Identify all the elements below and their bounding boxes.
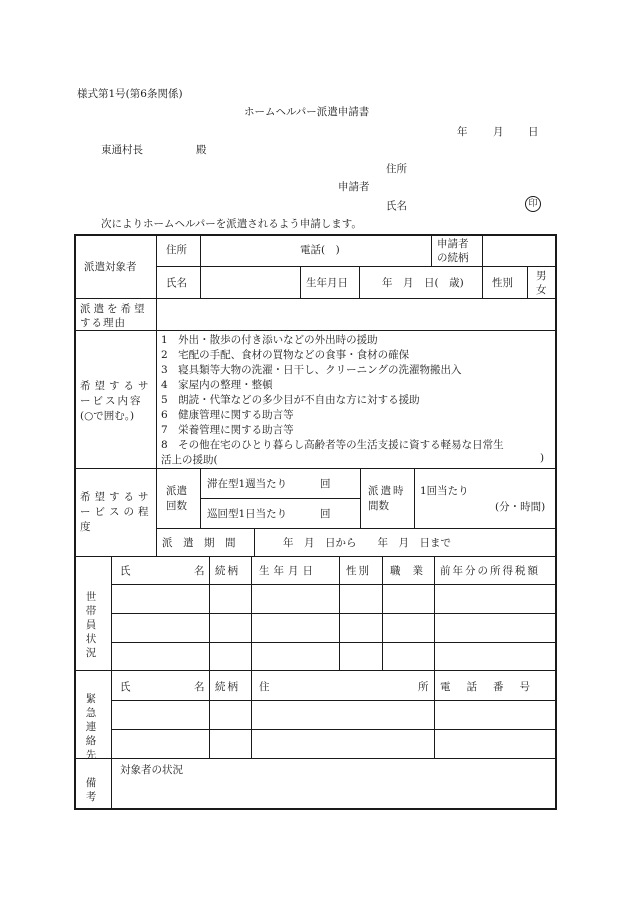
service-item: 2 宅配の手配、食材の買物などの食事・食材の確保 <box>161 349 410 361</box>
round-times-unit: 回 <box>320 508 331 520</box>
services-label: 希望するサ <box>80 380 153 392</box>
service-item: 3 寝具類等大物の洗濯・日干し、クリーニングの洗濯物搬出入 <box>161 364 462 376</box>
time-unit: (分・時間) <box>495 501 546 513</box>
period-value: 年 月 日から 年 月 日まで <box>283 537 451 549</box>
sex-label: 性別 <box>492 277 513 289</box>
emergency-col-addr: 住 <box>259 681 270 693</box>
household-col-name: 氏 <box>120 565 131 577</box>
service-item: 8 その他在宅のひとり暮らし高齢者等の生活支援に資する軽易な日常生 <box>161 439 504 451</box>
stay-times-unit: 回 <box>320 478 331 490</box>
sex-female: 女 <box>536 284 547 296</box>
count-label: 派遣 <box>166 485 187 497</box>
addressee: 東通村長 <box>101 144 143 156</box>
service-item: 7 栄養管理に関する助言等 <box>161 424 294 436</box>
household-label-char: 況 <box>85 647 97 659</box>
honorific: 殿 <box>196 144 207 156</box>
emergency-label-char: 連 <box>85 721 97 733</box>
emergency-label <box>84 692 98 762</box>
household-col-birth: 生年月日 <box>259 565 317 577</box>
per-visit: 1回当たり <box>420 485 469 497</box>
service-item: 4 家屋内の整理・整頓 <box>161 379 273 391</box>
count-label-2: 回数 <box>166 500 187 512</box>
services-label-3: (○で囲む。) <box>80 410 135 422</box>
date-day: 日 <box>528 126 539 138</box>
seal-mark: 印 <box>525 196 541 212</box>
emergency-label-char: 緊 <box>85 693 97 705</box>
household-label-char: 世 <box>85 591 97 603</box>
subject-name-label: 氏名 <box>166 277 187 289</box>
emergency-col-addr-2: 所 <box>418 681 429 693</box>
service-item: 5 朗読・代筆などの多少目が不自由な方に対する援助 <box>161 394 420 406</box>
period-label: 派 遣 期 間 <box>162 537 236 549</box>
birth-label: 生年月日 <box>306 277 348 289</box>
reason-label: 派遣を希望 <box>80 303 148 315</box>
reason-label-2: する理由 <box>80 317 126 329</box>
household-col-income: 前年分の所得税額 <box>440 565 540 577</box>
household-col-job: 職業 <box>390 565 435 577</box>
degree-label-3: 度 <box>80 521 91 533</box>
household-col-sex: 性別 <box>346 565 371 577</box>
service-item: 1 外出・散歩の付き添いなどの外出時の援助 <box>161 334 378 346</box>
page-title: ホームヘルパー派遣申請書 <box>244 106 370 118</box>
emergency-label-char: 絡 <box>85 735 97 747</box>
household-col-name-2: 名 <box>194 565 205 577</box>
degree-label-2: ービスの程 <box>80 506 153 518</box>
emergency-col-name-2: 名 <box>194 681 205 693</box>
remarks-label <box>84 776 98 804</box>
household-label <box>84 590 98 660</box>
household-label-char: 状 <box>85 633 97 645</box>
relation-label-2: の続柄 <box>437 252 469 264</box>
applicant-label: 申請者 <box>338 181 370 193</box>
emergency-col-phone: 電話番号 <box>440 681 546 693</box>
household-col-relation: 続柄 <box>215 565 240 577</box>
form-number: 様式第1号(第6条関係) <box>77 88 183 100</box>
emergency-label-char: 急 <box>85 707 97 719</box>
service-item-cont: 活上の援助( <box>161 454 218 466</box>
emergency-col-relation: 続柄 <box>215 681 240 693</box>
date-month: 月 <box>493 126 504 138</box>
intro-text: 次によりホームヘルパーを派遣されるよう申請します。 <box>101 218 362 230</box>
stay-type: 滞在型1週当たり <box>207 478 288 490</box>
household-label-char: 帯 <box>85 605 97 617</box>
remarks-label-char: 備 <box>85 777 97 789</box>
emergency-col-name: 氏 <box>120 681 131 693</box>
emergency-label-char: 先 <box>85 749 97 761</box>
remarks-content: 対象者の状況 <box>120 764 183 776</box>
birth-value: 年 月 日( 歳) <box>382 277 464 289</box>
time-label: 派遣時 <box>368 485 406 497</box>
subject-address-label: 住所 <box>166 244 187 256</box>
service-item-close: ) <box>540 452 545 464</box>
time-label-2: 間数 <box>368 500 389 512</box>
sex-male: 男 <box>536 270 547 282</box>
remarks-label-char: 考 <box>85 791 97 803</box>
service-item: 6 健康管理に関する助言等 <box>161 409 294 421</box>
subject-phone-label: 電話( ) <box>300 244 340 256</box>
round-type: 巡回型1日当たり <box>207 508 288 520</box>
services-label-2: ービス内容 <box>80 395 143 407</box>
subject-label: 派遣対象者 <box>84 261 137 273</box>
degree-label: 希望するサ <box>80 491 153 503</box>
household-label-char: 員 <box>85 619 97 631</box>
date-year: 年 <box>457 126 468 138</box>
name-label: 氏名 <box>386 200 407 212</box>
address-label: 住所 <box>386 163 407 175</box>
relation-label: 申請者 <box>437 238 469 250</box>
